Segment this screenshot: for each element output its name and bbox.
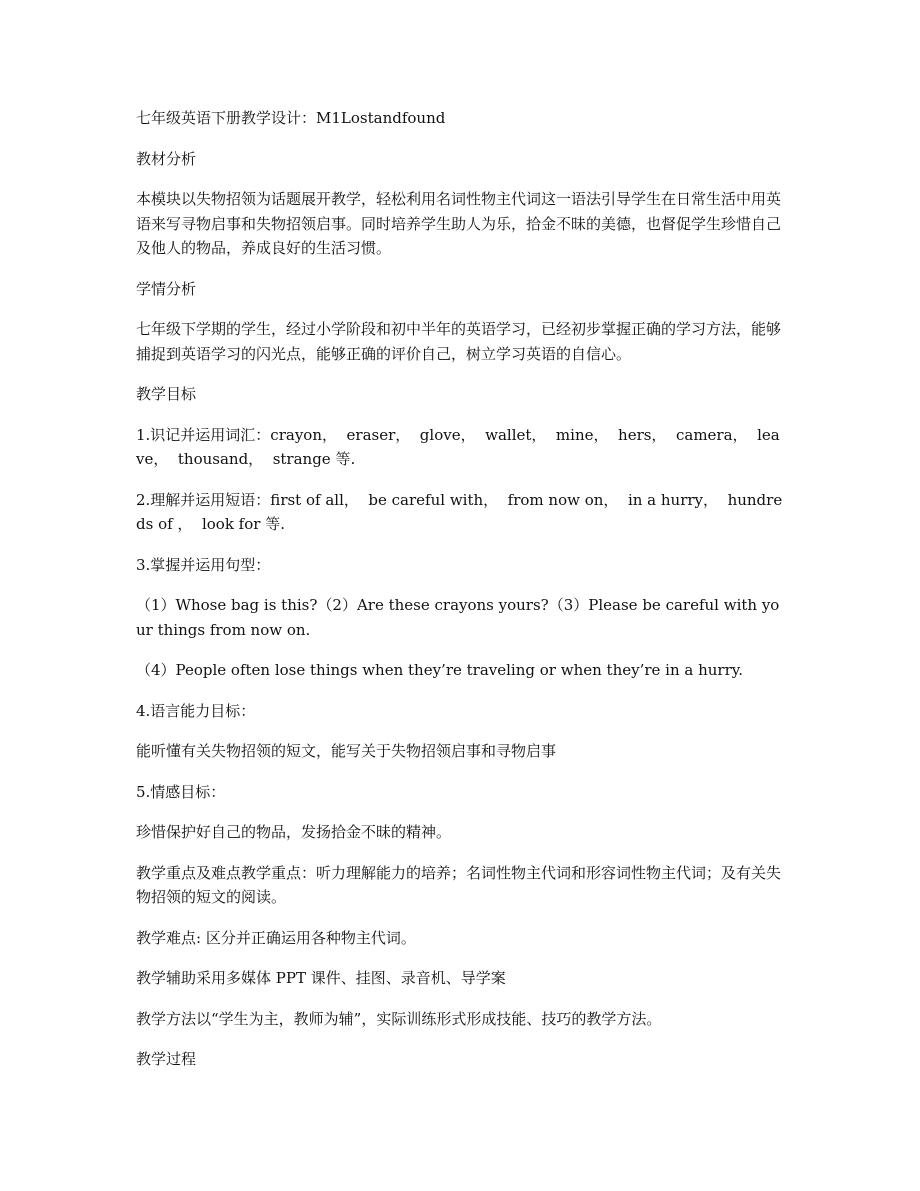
goal-language-ability: 4.语言能力目标： (136, 701, 256, 720)
teaching-focus: 教学重点及难点教学重点：听力理解能力的培养；名词性物主代词和形容词性物主代词；及有关失物招领的短文的阅读。 (136, 863, 782, 906)
goal-emotional: 5.情感目标： (136, 782, 226, 801)
emotional-text: 珍惜保护好自己的物品，发扬拾金不昧的精神。 (136, 823, 452, 841)
teaching-method: 教学方法以“学生为主，教师为辅”，实际训练形式形成技能、技巧的教学方法。 (136, 1009, 662, 1028)
sentence-pattern-4: （4）People often lose things when they’re traveling or when they’re in a hurry. (136, 661, 744, 679)
heading-teaching-process: 教学过程 (136, 1050, 197, 1068)
language-ability-text: 能听懂有关失物招领的短文，能写关于失物招领启事和寻物启事 (136, 742, 557, 760)
goal-sentence-patterns: 3.掌握并运用句型： (136, 555, 271, 574)
teaching-aids: 教学辅助采用多媒体 PPT 课件、挂图、录音机、导学案 (136, 969, 506, 987)
goal-phrases: 2.理解并运用短语：first of all， be careful with， from now on， in a hurry， hundreds of ， look for 等. (136, 490, 783, 533)
teaching-difficulty: 教学难点: 区分并正确运用各种物主代词。 (136, 928, 416, 947)
sentence-patterns-1-3: （1）Whose bag is this?（2）Are these crayons yours?（3）Please be careful with your things from now on. (136, 596, 780, 639)
heading-teaching-goals: 教学目标 (136, 385, 197, 403)
paragraph-student-analysis: 七年级下学期的学生，经过小学阶段和初中半年的英语学习，已经初步掌握正确的学习方法，能够捕捉到英语学习的闪光点，能够正确的评价自己，树立学习英语的自信心。 (136, 320, 782, 363)
document-title: 七年级英语下册教学设计：M1Lostandfound (136, 109, 446, 127)
document-page (136, 106, 786, 1072)
paragraph-material-analysis: 本模块以失物招领为话题展开教学，轻松利用名词性物主代词这一语法引导学生在日常生活中用英语来写寻物启事和失物招领启事。同时培养学生助人为乐，拾金不昧的美德，也督促学生珍惜自己及他人的物品，养成良好的生活习惯。 (136, 190, 782, 257)
heading-student-analysis: 学情分析 (136, 279, 197, 298)
goal-vocabulary: 1.识记并运用词汇：crayon， eraser， glove， wallet， mine， hers， camera， leave， thousand， strange 等. (136, 425, 780, 468)
heading-material-analysis: 教材分析 (136, 149, 197, 168)
